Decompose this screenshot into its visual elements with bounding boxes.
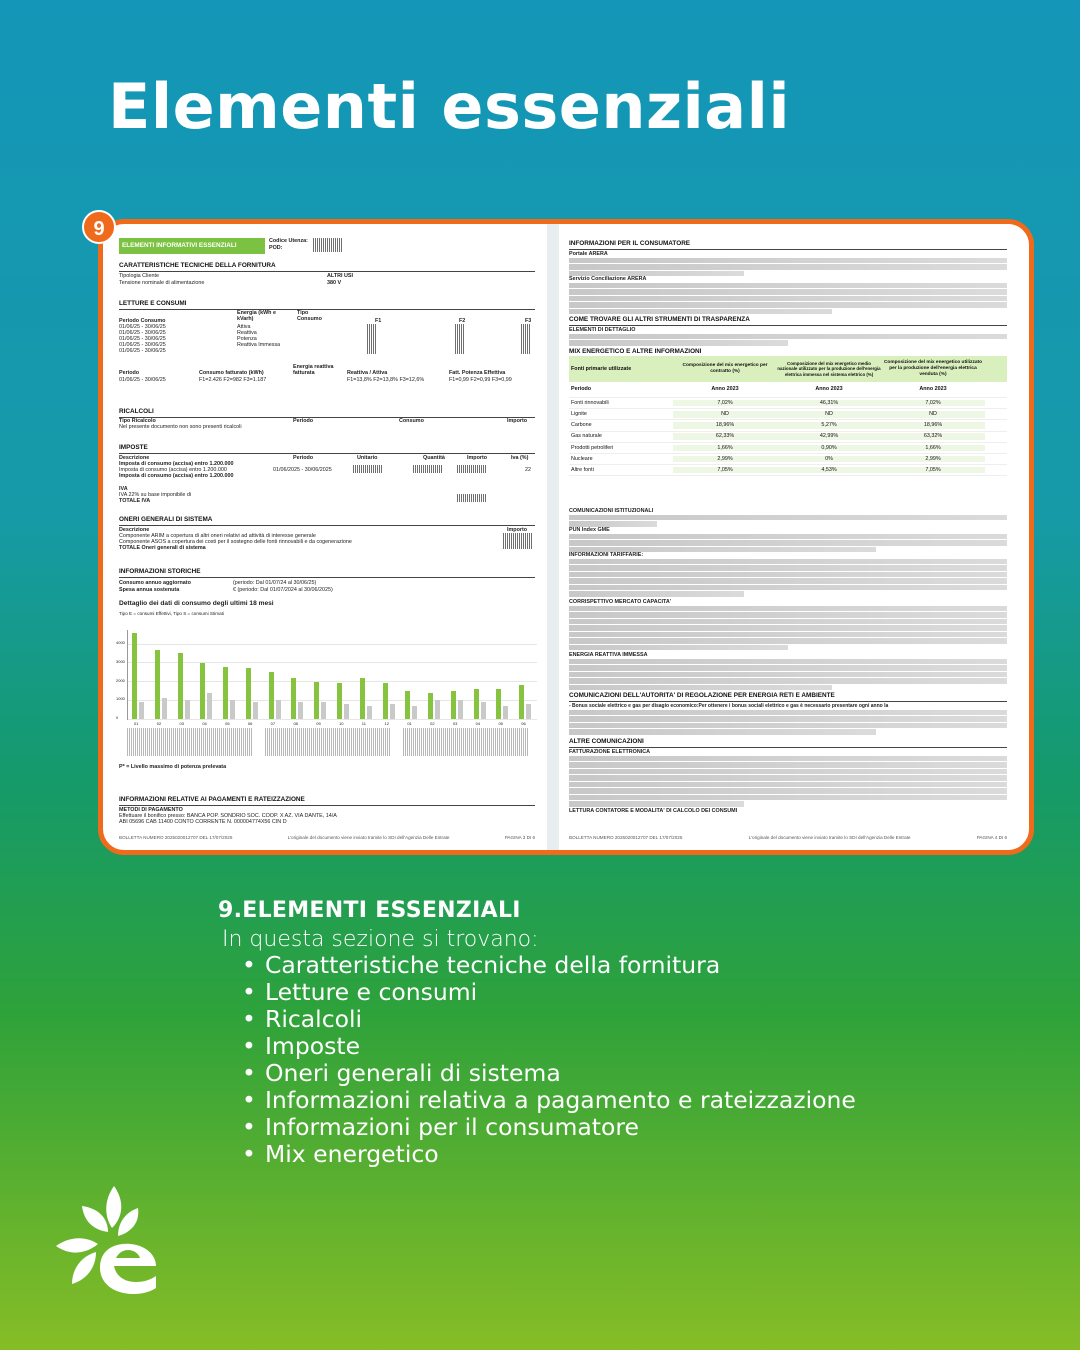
pod-label: POD: xyxy=(269,245,283,251)
mix-cell: 18,96% xyxy=(673,422,777,428)
imposta-row-1: Imposta di consumo (accisa) entro 1.200.000 xyxy=(119,461,234,467)
page-divider xyxy=(547,224,559,850)
mix-cell: 62,33% xyxy=(673,433,777,439)
description-title: 9.ELEMENTI ESSENZIALI xyxy=(218,898,521,923)
chart-xtick-label: 04 xyxy=(202,721,207,726)
mix-cell: 7,02% xyxy=(673,400,777,406)
redacted-values xyxy=(353,465,383,473)
chart-xtick-label: 11 xyxy=(361,721,366,726)
section-arera: COMUNICAZIONI DELL'AUTORITA' DI REGOLAZIONE PER ENERGIA RETI E AMBIENTE xyxy=(569,692,1007,702)
chart-bar-f2 xyxy=(526,704,531,719)
leaf-shape xyxy=(82,1206,108,1232)
mix-cell: 2,99% xyxy=(673,456,777,462)
chart-gridline xyxy=(128,681,537,682)
mix-cell: ND xyxy=(881,411,985,417)
reattiva-value: F1=13,8% F2=13,8% F3=12,6% xyxy=(347,377,425,383)
chart-xtick-label: 08 xyxy=(293,721,298,726)
chart-xtick-label: 09 xyxy=(316,721,321,726)
chart-bar-f2 xyxy=(185,700,190,719)
bill-page-left xyxy=(113,230,541,844)
consumption-chart xyxy=(116,630,537,726)
servizio-conciliazione: Servizio Conciliazione ARERA xyxy=(569,276,647,282)
mix-cell: 7,02% xyxy=(881,400,985,406)
mix-energetico-table xyxy=(569,356,1007,476)
dettaglio-title: Dettaglio dei dati di consumo degli ultimi 18 mesi xyxy=(119,600,274,607)
periodo-consumo-label: Periodo Consumo xyxy=(119,318,166,324)
section-letture: LETTURE E CONSUMI xyxy=(119,300,535,310)
mix-cell: 63,32% xyxy=(881,433,985,439)
chart-bar-f2 xyxy=(503,706,508,719)
chart-bar-f2 xyxy=(162,698,167,719)
bolletta-number: BOLLETTA NUMERO 2025020012707 DEL 17/07/2025 xyxy=(119,834,233,840)
list-item: • Oneri generali di sistema xyxy=(242,1060,856,1087)
chart-bar-f1 xyxy=(405,691,410,719)
tipo-attiva: Attiva xyxy=(237,324,251,330)
oneri-importo-label: Importo xyxy=(507,527,528,533)
lettura-date: 01/06/25 - 30/06/25 xyxy=(119,336,166,342)
mix-cell: Altre fonti xyxy=(571,466,594,473)
section-ricalcoli: RICALCOLI xyxy=(119,408,535,418)
tensione-value: 380 V xyxy=(327,280,342,286)
chart-ytick-label: 0 xyxy=(116,715,119,721)
chart-bar-f1 xyxy=(474,689,479,719)
ricalcolo-periodo-label: Periodo xyxy=(293,418,314,424)
redacted-values xyxy=(367,324,377,354)
bill-preview-frame xyxy=(98,219,1034,855)
monthly-table-1 xyxy=(127,728,253,756)
tipo-reattiva: Reattiva xyxy=(237,330,257,336)
mix-header-nazionale: Composizione del mix energetico medio nazionale utilizzato per la produzione dell'energia elettrica immessa nel sistema elettrico (%) xyxy=(777,361,881,377)
page-number: PAGINA 3 DI 6 xyxy=(504,834,535,840)
imposte-unitario-label: Unitario xyxy=(357,455,378,461)
chart-bar-f2 xyxy=(344,704,349,719)
oneri-arim: Componente ARIM a copertura di altri oneri relativi ad attività di interesse generale xyxy=(119,533,316,539)
section-storiche: INFORMAZIONI STORICHE xyxy=(119,568,535,578)
description-intro: In questa sezione si trovano: xyxy=(222,927,539,952)
mix-cell: 1,66% xyxy=(673,445,777,451)
chart-bar-f2 xyxy=(390,704,395,719)
chart-xtick-label: 03 xyxy=(179,721,184,726)
leaf-shape xyxy=(106,1186,121,1228)
lettura-date: 01/06/25 - 30/06/25 xyxy=(119,342,166,348)
consumo-fatturato-value: F1=2.426 F2=982 F3=1.187 xyxy=(199,377,267,383)
redacted-values xyxy=(503,533,533,549)
dettaglio-text xyxy=(569,333,1007,347)
chart-bar-f1 xyxy=(337,683,342,719)
energia-reattiva-immessa: ENERGIA REATTIVA IMMESSA xyxy=(569,652,648,658)
lettura-date: 01/06/25 - 30/06/25 xyxy=(119,330,166,336)
chart-bar-f1 xyxy=(451,691,456,719)
tipo-ricalcolo-label: Tipo Ricalcolo xyxy=(119,418,156,424)
chart-bar-f1 xyxy=(291,678,296,719)
chart-xtick-label: 01 xyxy=(407,721,412,726)
periodo-label: Periodo xyxy=(119,370,140,376)
chart-bar-f2 xyxy=(298,702,303,719)
mix-cell: Lignite xyxy=(571,411,587,418)
list-item: • Ricalcoli xyxy=(242,1006,856,1033)
chart-xtick-label: 01 xyxy=(134,721,139,726)
chart-xtick-label: 06 xyxy=(247,721,253,726)
redacted-values xyxy=(457,465,487,473)
legenda-potenza: P* = Livello massimo di potenza prelevata xyxy=(119,764,227,770)
energia-label: Energia (kWh e kVarh) xyxy=(237,310,276,323)
chart-xtick-label: 04 xyxy=(475,721,481,726)
chart-xtick-label: 05 xyxy=(498,721,503,726)
chart-xtick-label: 03 xyxy=(452,721,458,726)
chart-bar-f2 xyxy=(435,700,440,719)
tipo-potenza: Potenza xyxy=(237,336,257,342)
pun-index: PUN Index GME xyxy=(569,527,610,533)
portale-arera: Portale ARERA xyxy=(569,251,608,257)
consumo-fatturato-label: Consumo fatturato (kWh) xyxy=(199,370,264,376)
mix-row xyxy=(569,420,1007,431)
mix-row xyxy=(569,398,1007,409)
monthly-table-2 xyxy=(265,728,391,756)
chart-bar-f1 xyxy=(200,663,205,719)
mix-cell: 0,90% xyxy=(777,445,881,451)
mix-row xyxy=(569,454,1007,465)
mix-cell: 46,31% xyxy=(777,400,881,406)
leaf-shape xyxy=(56,1238,98,1252)
mix-cell: Anno 2023 xyxy=(673,386,777,392)
corrispettivo-capacita: CORRISPETTIVO MERCATO CAPACITA' xyxy=(569,599,672,605)
chart-bar-f1 xyxy=(132,633,137,719)
imposta-iva-value: 22 xyxy=(525,467,531,473)
chart-bar-f1 xyxy=(314,682,319,720)
ricalcolo-importo-label: Importo xyxy=(507,418,528,424)
mix-cell: 7,05% xyxy=(881,467,985,473)
comunicazioni-istituzionali: COMUNICAZIONI ISTITUZIONALI xyxy=(569,508,654,514)
brand-logo xyxy=(52,1182,162,1300)
tipo-consumo-label: Tipo Consumo xyxy=(297,310,322,323)
chart-xtick-label: 12 xyxy=(384,721,389,726)
chart-xtick-label: 02 xyxy=(430,721,435,726)
chart-xtick-label: 06 xyxy=(521,721,526,726)
list-item: • Informazioni per il consumatore xyxy=(242,1114,856,1141)
fatt-potenza-label: Fatt. Potenza Effettiva xyxy=(449,370,506,376)
imposte-periodo-label: Periodo xyxy=(293,455,314,461)
chart-bar-f1 xyxy=(178,653,183,719)
section-imposte: IMPOSTE xyxy=(119,444,535,454)
chart-bar-f1 xyxy=(360,678,365,719)
page-number: PAGINA 4 DI 6 xyxy=(976,834,1007,840)
metodi-label: METODI DI PAGAMENTO xyxy=(119,807,183,813)
mix-cell: Anno 2023 xyxy=(777,386,881,392)
imposte-descrizione-label: Descrizione xyxy=(119,455,150,461)
page-footer xyxy=(119,835,535,841)
pun-text xyxy=(569,533,1007,553)
mix-cell: ND xyxy=(777,411,881,417)
mix-cell: Anno 2023 xyxy=(881,386,985,392)
chart-bar-f1 xyxy=(269,672,274,719)
bill-page-right xyxy=(563,230,1013,844)
section-caratteristiche: CARATTERISTICHE TECNICHE DELLA FORNITURA xyxy=(119,262,535,272)
istituzionali-text xyxy=(569,514,1007,528)
lettura-contatore: LETTURA CONTATORE E MODALITA' DI CALCOLO DEI CONSUMI xyxy=(569,808,738,814)
chart-bar-f1 xyxy=(428,693,433,719)
chart-ytick-label: 1000 xyxy=(116,696,125,702)
bolletta-number: BOLLETTA NUMERO 2025020012707 DEL 17/07/2025 xyxy=(569,834,683,840)
mix-cell: Periodo xyxy=(571,386,592,393)
section-number-badge: 9 xyxy=(82,210,116,244)
imposta-row-1-sub: Imposta di consumo (accisa) entro 1.200.000 xyxy=(119,467,227,473)
chart-bar-f1 xyxy=(155,650,160,719)
fascia-f3: F3 xyxy=(525,318,532,324)
sdi-note: L'originale del documento viene inviato tramite lo SDI dell'Agenzia Delle Entrate xyxy=(748,834,911,840)
mix-cell: ND xyxy=(673,411,777,417)
bonus-text xyxy=(569,709,1007,736)
chart-xtick-label: 05 xyxy=(225,721,230,726)
chart-bar-f2 xyxy=(412,706,417,719)
tipo-reattiva-immessa: Reattiva Immessa xyxy=(237,342,281,348)
mix-cell: Carbone xyxy=(571,422,592,429)
mix-header-venduta: Composizione del mix energetico utilizzato per la produzione dell'energia elettrica venduta (%) xyxy=(883,360,983,377)
mix-cell: 18,96% xyxy=(881,422,985,428)
chart-xtick-label: 02 xyxy=(156,721,162,726)
consumo-annuo-label: Consumo annuo aggiornato xyxy=(119,580,191,586)
mix-row xyxy=(569,409,1007,420)
chart-gridline xyxy=(128,644,537,645)
chart-bar-f2 xyxy=(253,702,258,719)
consumo-annuo-periodo: (periodo: Dal 01/07/24 al 30/06/25) xyxy=(233,580,317,586)
chart-ytick-label: 2000 xyxy=(116,677,125,683)
mix-row xyxy=(569,465,1007,476)
imposta-row-2: Imposta di consumo (accisa) entro 1.200.000 xyxy=(119,473,234,479)
abi-line: ABI 05696 CAB 11400 CONTO CORRENTE N. 000004774X56 CIN D xyxy=(119,819,287,825)
mix-table-header xyxy=(569,356,1007,382)
chart-ytick-label: 4000 xyxy=(116,640,125,646)
corrispettivo-text xyxy=(569,605,1007,651)
chart-xtick-label: 10 xyxy=(339,721,344,726)
list-item: • Imposte xyxy=(242,1033,856,1060)
mix-cell: 5,27% xyxy=(777,422,881,428)
redacted-values xyxy=(413,465,443,473)
portale-text xyxy=(569,257,1007,277)
iva-line: IVA 22% su base imponibile di xyxy=(119,492,192,498)
section-mix: MIX ENERGETICO E ALTRE INFORMAZIONI xyxy=(569,348,1007,358)
fascia-f2: F2 xyxy=(459,318,466,324)
list-item: • Mix energetico xyxy=(242,1141,856,1168)
reattiva-text xyxy=(569,658,1007,691)
totale-iva: TOTALE IVA xyxy=(119,498,151,504)
mix-cell: 7,05% xyxy=(673,467,777,473)
chart-ytick-label: 3000 xyxy=(116,658,125,664)
lettura-date: 01/06/25 - 30/06/25 xyxy=(119,324,166,330)
chart-bar-f1 xyxy=(383,683,388,719)
chart-bar-f2 xyxy=(481,702,486,719)
mix-header-fonti: Fonti primarie utilizzate xyxy=(571,365,632,372)
section-trasparenza: COME TROVARE GLI ALTRI STRUMENTI DI TRASPARENZA xyxy=(569,316,1007,326)
imposte-iva-label: Iva (%) xyxy=(511,455,529,461)
chart-bar-f1 xyxy=(223,667,228,720)
section-consumatore: INFORMAZIONI PER IL CONSUMATORE xyxy=(569,240,1007,250)
periodo-value: 01/06/25 - 30/06/25 xyxy=(119,377,166,383)
energia-reattiva-label: Energia reattiva fatturata xyxy=(293,364,334,377)
redacted-code xyxy=(313,238,343,252)
page-footer xyxy=(569,835,1007,841)
redacted-values xyxy=(455,324,465,354)
chart-bar-f2 xyxy=(207,693,212,719)
imposte-importo-label: Importo xyxy=(467,455,488,461)
description-list xyxy=(242,952,856,1168)
chart-bar-f1 xyxy=(519,685,524,719)
ricalcolo-consumo-label: Consumo xyxy=(399,418,424,424)
chart-gridline xyxy=(128,662,537,663)
mix-cell: 0% xyxy=(777,456,881,462)
essential-info-tag: ELEMENTI INFORMATIVI ESSENZIALI xyxy=(119,238,265,254)
chart-bar-f2 xyxy=(367,706,372,719)
potenza-value: F1=0,99 F2=0,99 F3=0,99 xyxy=(449,377,512,383)
leaf-shape xyxy=(72,1252,96,1284)
redacted-values xyxy=(457,494,487,502)
chart-xtick-label: 07 xyxy=(270,721,276,726)
list-item: • Letture e consumi xyxy=(242,979,856,1006)
chart-bar-f2 xyxy=(458,700,463,719)
bonus-sociale: - Bonus sociale elettrico e gas per disagio economico:Per ottenere i bonus sociali elettrico e gas è necessario presentare ogni anno la xyxy=(569,703,889,709)
spesa-annua-label: Spesa annua sostenuta xyxy=(119,587,180,593)
imposta-periodo-value: 01/06/2025 - 30/06/2025 xyxy=(273,467,332,473)
fatturazione-elettronica: FATTURAZIONE ELETTRONICA xyxy=(569,749,651,755)
spesa-annua-periodo: € (periodo: Dal 01/07/2024 al 30/06/2025) xyxy=(233,587,333,593)
mix-cell: Nucleare xyxy=(571,455,593,462)
mix-cell: 4,53% xyxy=(777,467,881,473)
mix-row xyxy=(569,443,1007,454)
mix-period-row xyxy=(569,382,1007,398)
page-title: Elementi essenziali xyxy=(108,70,791,143)
lettura-date: 01/06/25 - 30/06/25 xyxy=(119,348,166,354)
mix-cell: 1,66% xyxy=(881,445,985,451)
section-description xyxy=(218,898,856,1168)
oneri-totale: TOTALE Oneri generali di sistema xyxy=(119,545,206,551)
fascia-f1: F1 xyxy=(375,318,382,324)
conciliazione-text xyxy=(569,282,1007,315)
codice-utenza-label: Codice Utenza: xyxy=(269,238,308,244)
mix-cell: Gas naturale xyxy=(571,433,602,440)
section-altre: ALTRE COMUNICAZIONI xyxy=(569,738,1007,748)
list-item: • Caratteristiche tecniche della fornitura xyxy=(242,952,856,979)
mix-cell: 42,99% xyxy=(777,433,881,439)
mix-cell: Prodotti petroliferi xyxy=(571,444,614,451)
imposte-quantita-label: Quantità xyxy=(423,455,445,461)
fatturazione-text xyxy=(569,755,1007,808)
redacted-values xyxy=(521,324,531,354)
oneri-descrizione-label: Descrizione xyxy=(119,527,150,533)
letter-e-shape xyxy=(100,1244,156,1294)
tensione-label: Tensione nominale di alimentazione xyxy=(119,280,205,286)
bonifico-line: Effettuare il bonifico presso: BANCA POP. SONDRIO SOC. COOP. X AZ. VIA DANTE, 14/A xyxy=(119,813,337,819)
elementi-dettaglio: ELEMENTI DI DETTAGLIO xyxy=(569,327,636,333)
tariffarie-text xyxy=(569,558,1007,598)
mix-cell: 2,99% xyxy=(881,456,985,462)
chart-bar-f2 xyxy=(321,702,326,719)
section-oneri: ONERI GENERALI DI SISTEMA xyxy=(119,516,535,526)
reattiva-attiva-label: Reattiva / Attiva xyxy=(347,370,388,376)
tipologia-label: Tipologia Cliente xyxy=(119,273,159,279)
informazioni-tariffarie: INFORMAZIONI TARIFFARIE: xyxy=(569,552,644,558)
mix-cell: Fonti rinnovabili xyxy=(571,399,609,406)
chart-bar-f1 xyxy=(246,668,251,719)
tipologia-value: ALTRI USI xyxy=(327,273,353,279)
ricalcolo-note: Nel presente documento non sono presenti ricalcoli xyxy=(119,424,242,430)
monthly-table-3 xyxy=(403,728,529,756)
chart-bar-f2 xyxy=(230,700,235,719)
oneri-asos: Componente ASOS a copertura dei costi per il sostegno delle fonti rinnovabili e da cogenerazione xyxy=(119,539,352,545)
leaf-shape xyxy=(118,1208,138,1236)
iva-label: IVA xyxy=(119,486,128,492)
chart-bar-f2 xyxy=(139,702,144,719)
chart-bar-f1 xyxy=(496,689,501,719)
mix-header-contratto: Composizione del mix energetico per contratto (%) xyxy=(682,363,768,374)
list-item: • Informazioni relativa a pagamento e rateizzazione xyxy=(242,1087,856,1114)
mix-row xyxy=(569,432,1007,443)
tipo-legenda: Tipo E = consumi Effettivi, Tipo S = consumi Stimati xyxy=(119,611,224,616)
section-pagamenti: INFORMAZIONI RELATIVE AI PAGAMENTI E RATEIZZAZIONE xyxy=(119,796,535,806)
chart-bar-f2 xyxy=(276,700,281,719)
sdi-note: L'originale del documento viene inviato tramite lo SDI dell'Agenzia Delle Entrate xyxy=(287,834,450,840)
